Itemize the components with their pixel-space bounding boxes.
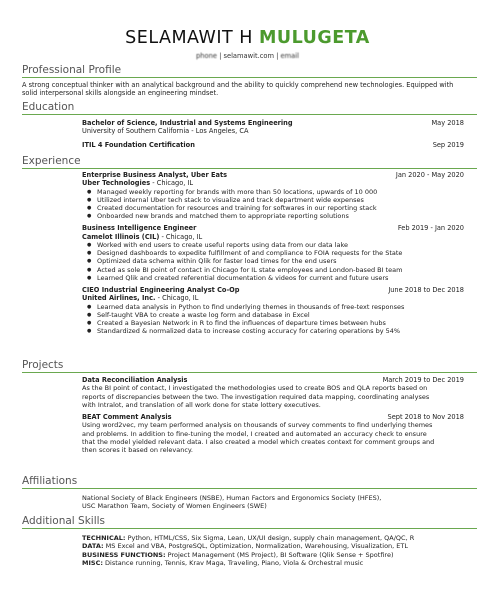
contact-separator: | bbox=[216, 52, 224, 60]
project-date: Sept 2018 to Nov 2018 bbox=[387, 413, 464, 422]
section-divider bbox=[22, 528, 477, 529]
section-projects bbox=[22, 359, 477, 455]
section-additional-skills bbox=[22, 515, 477, 567]
job-bullets bbox=[82, 241, 464, 282]
website-link[interactable]: selamawit.com bbox=[223, 52, 274, 60]
experience-list bbox=[82, 171, 464, 335]
job-bullets bbox=[82, 303, 464, 336]
education-list bbox=[82, 119, 464, 149]
skill-line bbox=[82, 534, 464, 542]
job-bullet: ● Learned data analysis in Python to find underlying themes in thousands of free-text responses bbox=[97, 303, 464, 311]
skill-text: Distance running, Tennis, Krav Maga, Traveling, Piano, Viola & Orchestral music bbox=[102, 558, 364, 567]
job-bullets bbox=[82, 188, 464, 221]
job-bullet: ● Standardized & normalized data to increase costing accuracy for catering operations by 54% bbox=[97, 327, 464, 335]
job-role: CIEO Industrial Engineering Analyst Co-Op bbox=[82, 286, 240, 295]
job-company: Uber Technologies bbox=[82, 179, 151, 188]
project-date: March 2019 to Dec 2019 bbox=[382, 376, 464, 384]
project-entry bbox=[82, 376, 464, 409]
project-description: As the BI point of contact, I investigated the methodologies used to create BOS and QLA reports based on reports of discrepancies between the two. The investigation required data mapping, coordinating analyses with Intralot, and translation of all work done for state lottery executives. bbox=[82, 384, 430, 409]
skill-line bbox=[82, 551, 464, 559]
education-item bbox=[82, 141, 464, 149]
section-title: Projects bbox=[22, 359, 64, 371]
job-bullet: ● Designed dashboards to expedite fulfillment of and compliance to FOIA requests for the State bbox=[97, 249, 464, 257]
resume-header bbox=[0, 28, 495, 48]
section-title: Additional Skills bbox=[22, 515, 106, 527]
section-title: Professional Profile bbox=[22, 64, 122, 76]
project-name: BEAT Comment Analysis bbox=[82, 413, 172, 422]
phone-text: phone bbox=[196, 52, 217, 60]
job-date: Jan 2020 - May 2020 bbox=[395, 171, 464, 179]
section-divider bbox=[22, 168, 477, 169]
skill-label: TECHNICAL: bbox=[82, 534, 126, 542]
certification-date: Sep 2019 bbox=[432, 140, 464, 149]
skill-text: MS Excel and VBA, PostgreSQL, Optimization, Normalization, Warehousing, Visualization, ETL bbox=[103, 542, 409, 551]
job-entry bbox=[82, 171, 464, 220]
job-role: Enterprise Business Analyst, Uber Eats bbox=[82, 171, 228, 179]
project-header bbox=[82, 413, 464, 421]
job-date: June 2018 to Dec 2018 bbox=[388, 286, 464, 295]
school-name: University of Southern California - Los Angeles, CA bbox=[82, 127, 249, 136]
job-header bbox=[82, 286, 464, 294]
section-title: Affiliations bbox=[22, 475, 78, 487]
job-bullet: ● Utilized internal Uber tech stack to visualize and track department wide expenses bbox=[97, 196, 464, 204]
project-header bbox=[82, 376, 464, 384]
job-location: - Chicago, IL bbox=[155, 294, 199, 303]
candidate-name bbox=[0, 28, 495, 48]
degree-date: May 2018 bbox=[431, 119, 464, 127]
contact-separator: | bbox=[274, 52, 281, 60]
job-bullet: ● Worked with end users to create useful reports using data from our data lake bbox=[97, 241, 464, 249]
profile-text: A strong conceptual thinker with an analytical background and the ability to quickly comprehend new technologies. Equipped with solid interpersonal skills alongside an engineering mindset. bbox=[22, 81, 454, 98]
first-name: SELAMAWIT H bbox=[125, 28, 253, 48]
job-bullet: ● Learned Qlik and created referential documentation & videos for current and future users bbox=[97, 274, 464, 282]
job-entry bbox=[82, 286, 464, 335]
job-date: Feb 2019 - Jan 2020 bbox=[397, 224, 464, 233]
degree-name: Bachelor of Science, Industrial and Systems Engineering bbox=[82, 119, 293, 127]
job-bullet: ● Managed weekly reporting for brands with more than 50 locations, upwards of 10 000 bbox=[97, 188, 464, 196]
job-bullet: ● Onboarded new brands and matched them to appropriate reporting solutions bbox=[97, 212, 464, 220]
section-title: Experience bbox=[22, 155, 81, 167]
project-description: Using word2vec, my team performed analysis on thousands of survey comments to find underlying themes and problems. In addition to fine-tuning the model, I created and automated an accuracy check to ensure that the model yielded relevant data. I also created a model which creates context for comment groups and then scores it based on relevancy. bbox=[82, 421, 435, 455]
skill-label: MISC: bbox=[82, 558, 103, 567]
job-location: - Chicago, IL bbox=[159, 232, 203, 241]
skill-text: Project Management (MS Project), BI Software (Qlik Sense + Spotfire) bbox=[165, 550, 394, 559]
job-role: Business Intelligence Engineer bbox=[82, 224, 197, 233]
job-header bbox=[82, 171, 464, 179]
skills-list bbox=[82, 534, 464, 567]
section-title: Education bbox=[22, 101, 75, 113]
job-bullet: ● Created documentation for resources and training for softwares in our reporting stack bbox=[97, 204, 464, 212]
job-bullet: ● Optimized data schema within Qlik for faster load times for the end users bbox=[97, 257, 464, 265]
skill-line bbox=[82, 559, 464, 567]
section-divider bbox=[22, 114, 477, 115]
certification-name: ITIL 4 Foundation Certification bbox=[82, 140, 195, 149]
affiliation-line: National Society of Black Engineers (NSBE), Human Factors and Ergonomics Society (HFES), bbox=[82, 494, 382, 502]
education-school bbox=[82, 127, 464, 135]
last-name: MULUGETA bbox=[259, 28, 370, 48]
job-company-line bbox=[82, 233, 464, 241]
job-company-line bbox=[82, 294, 464, 302]
section-divider bbox=[22, 488, 477, 489]
job-company-line bbox=[82, 179, 464, 187]
job-company: United Airlines, Inc. bbox=[82, 294, 156, 303]
email-text: email bbox=[280, 52, 299, 60]
affiliations-list bbox=[82, 494, 464, 511]
job-bullet: ● Acted as sole BI point of contact in Chicago for IL state employees and London-based BI team bbox=[97, 266, 464, 274]
job-bullet: ● Self-taught VBA to create a waste log form and database in Excel bbox=[97, 311, 464, 319]
section-education bbox=[22, 101, 477, 149]
project-entry bbox=[82, 413, 464, 454]
affiliation-line: USC Marathon Team, Society of Women Engineers (SWE) bbox=[82, 502, 267, 511]
section-experience bbox=[22, 155, 477, 335]
section-divider bbox=[22, 77, 477, 78]
job-location: - Chicago, IL bbox=[150, 179, 194, 188]
skill-text: Python, HTML/CSS, Six Sigma, Lean, UX/UI design, supply chain management, QA/QC, R bbox=[125, 534, 415, 542]
education-item bbox=[82, 119, 464, 127]
section-divider bbox=[22, 372, 477, 373]
projects-list bbox=[82, 376, 464, 455]
skill-line bbox=[82, 542, 464, 550]
job-company: Camelot Illinois (CIL) bbox=[82, 232, 160, 241]
section-professional-profile bbox=[22, 64, 477, 97]
contact-line bbox=[0, 52, 495, 60]
skill-label: BUSINESS FUNCTIONS: bbox=[82, 550, 166, 559]
job-bullet: ● Created a Bayesian Network in R to find the influences of departure times between hubs bbox=[97, 319, 464, 327]
project-name: Data Reconciliation Analysis bbox=[82, 376, 188, 384]
job-entry bbox=[82, 224, 464, 282]
job-header bbox=[82, 224, 464, 232]
skill-label: DATA: bbox=[82, 542, 104, 551]
section-affiliations bbox=[22, 475, 477, 511]
